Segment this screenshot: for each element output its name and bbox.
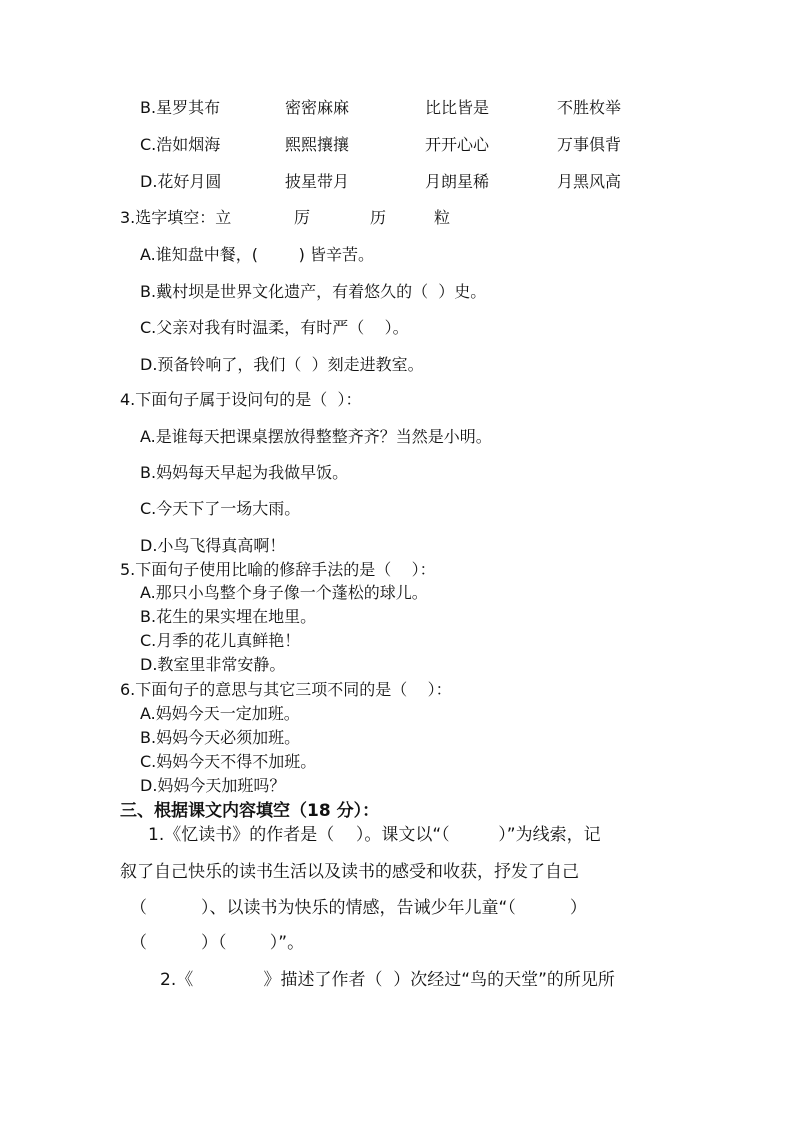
q4-prompt: 4.下面句子属于设问句的是（ ）： (120, 390, 362, 409)
q4-item-c: C.今天下了一场大雨。 (140, 499, 301, 518)
q5-prompt: 5.下面句子使用比喻的修辞手法的是（ ）： (120, 560, 436, 579)
q3-char-2: 厉 (294, 208, 311, 227)
section-3-p1-line3: （ ）、以读书为快乐的情感，告诫少年儿童“（ ） (130, 898, 587, 918)
q6-item-c: C.妈妈今天不得不加班。 (140, 752, 317, 771)
q2-option-c-label: C.浩如烟海 (140, 135, 221, 154)
q3-item-b: B.戴村坝是世界文化遗产，有着悠久的（ ）史。 (140, 282, 487, 301)
q2-option-c-word3: 开开心心 (425, 135, 490, 154)
q4-item-b: B.妈妈每天早起为我做早饭。 (140, 463, 349, 482)
section-3-heading: 三、根据课文内容填空（18 分）： (120, 801, 380, 821)
q5-item-b: B.花生的果实埋在地里。 (140, 607, 317, 626)
q5-item-a: A.那只小鸟整个身子像一个蓬松的球儿。 (140, 583, 428, 602)
q2-option-b-word4: 不胜枚举 (557, 98, 622, 117)
section-3-p1-line2: 叙了自己快乐的读书生活以及读书的感受和收获，抒发了自己 (120, 862, 579, 882)
q6-item-a: A.妈妈今天一定加班。 (140, 704, 300, 723)
q3-item-d: D.预备铃响了，我们（ ）刻走进教室。 (140, 355, 424, 374)
q3-item-c: C.父亲对我有时温柔，有时严（ ）。 (140, 318, 409, 337)
section-3-p1-line4: （ ）（ ）”。 (130, 933, 305, 953)
q5-item-c: C.月季的花儿真鲜艳！ (140, 631, 301, 650)
q3-char-3: 历 (370, 208, 387, 227)
q2-option-d-word4: 月黑风高 (557, 172, 622, 191)
q2-option-b-label: B.星罗其布 (140, 98, 221, 117)
section-3-p1-line1: 1.《忆读书》的作者是（ ）。课文以“（ ）”为线索，记 (148, 825, 601, 845)
q3-prompt: 3.选字填空：立 (120, 208, 232, 227)
q6-item-b: B.妈妈今天必须加班。 (140, 728, 301, 747)
q2-option-c-word4: 万事俱背 (557, 135, 622, 154)
q2-option-b-word2: 密密麻麻 (285, 98, 350, 117)
section-3-p2-line1: 2.《 》描述了作者（ ）次经过“鸟的天堂”的所见所 (160, 970, 615, 990)
q2-option-c-word2: 熙熙攘攘 (285, 135, 350, 154)
q2-option-d-word2: 披星带月 (285, 172, 350, 191)
q4-item-a: A.是谁每天把课桌摆放得整整齐齐？当然是小明。 (140, 427, 492, 446)
q2-option-d-label: D.花好月圆 (140, 172, 222, 191)
q5-item-d: D.教室里非常安静。 (140, 655, 286, 674)
q6-prompt: 6.下面句子的意思与其它三项不同的是（ ）： (120, 680, 452, 699)
q3-item-a: A.谁知盘中餐，( ) 皆辛苦。 (140, 245, 375, 264)
q6-item-d: D.妈妈今天加班吗？ (140, 776, 286, 795)
q2-option-b-word3: 比比皆是 (425, 98, 490, 117)
q3-char-4: 粒 (434, 208, 451, 227)
q2-option-d-word3: 月朗星稀 (425, 172, 490, 191)
q4-item-d: D.小鸟飞得真高啊！ (140, 536, 286, 555)
